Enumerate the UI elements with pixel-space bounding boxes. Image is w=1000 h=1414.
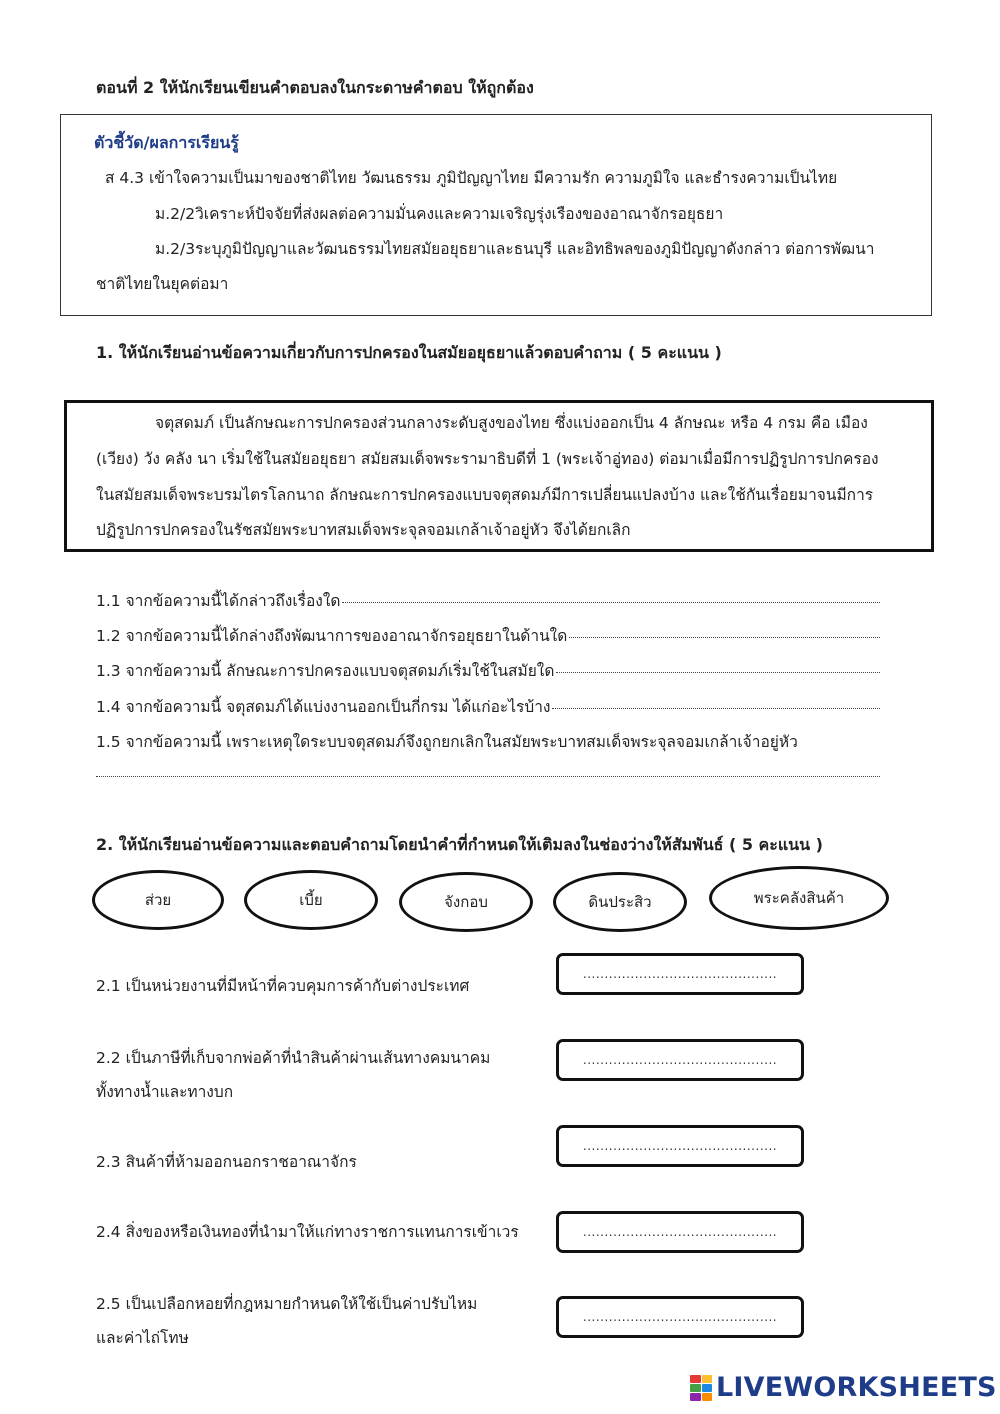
question-1-5: 1.5 จากข้อความนี้ เพราะเหตุใดระบบจตุสดมภ์จึงถูกยกเลิกในสมัยพระบาทสมเด็จพระจุลจอมเกล้าเจ้าอยู่หัว	[96, 733, 798, 751]
question-text: 1.2 จากข้อความนี้ได้กล่างถึงพัฒนาการของอาณาจักรอยุธยาในด้านใด	[96, 627, 568, 645]
section-header: ตอนที่ 2 ให้นักเรียนเขียนคำตอบลงในกระดาษคำตอบ ให้ถูกต้อง	[96, 78, 534, 97]
question-1-3	[96, 658, 880, 683]
word-label: เบี้ย	[299, 891, 323, 909]
word-label: พระคลังสินค้า	[753, 889, 845, 907]
answer-line[interactable]	[342, 601, 880, 603]
word-bank-item[interactable]	[709, 866, 889, 930]
indicator-line: ชาติไทยในยุคต่อมา	[96, 275, 229, 293]
word-bank-item[interactable]	[244, 870, 378, 930]
question-text: 2.5 เป็นเปลือกหอยที่กฎหมายกำหนดให้ใช้เป็นค่าปรับไหม	[96, 1295, 478, 1313]
answer-box[interactable]	[556, 1211, 804, 1253]
question-text: และค่าไถ่โทษ	[96, 1329, 189, 1347]
question-2-2	[96, 1041, 490, 1109]
passage-line: จตุสดมภ์ เป็นลักษณะการปกครองส่วนกลางระดับสูงของไทย ซึ่งแบ่งออกเป็น 4 ลักษณะ หรือ 4 กรม คือ เมือง	[155, 414, 868, 432]
question-2-3	[96, 1145, 357, 1179]
word-bank-item[interactable]	[553, 872, 687, 932]
indicator-line: ม.2/3ระบุภูมิปัญญาและวัฒนธรรมไทยสมัยอยุธยาและธนบุรี และอิทธิพลของภูมิปัญญาดังกล่าว ต่อการพัฒนา	[155, 240, 875, 258]
question-1-2	[96, 623, 880, 648]
answer-line[interactable]	[569, 636, 880, 638]
question-text: 2.3 สินค้าที่ห้ามออกนอกราชอาณาจักร	[96, 1153, 357, 1171]
word-label: ดินประสิว	[588, 893, 652, 911]
question-text: 1.1 จากข้อความนี้ได้กล่าวถึงเรื่องใด	[96, 592, 341, 610]
question-2-1	[96, 969, 469, 1003]
answer-placeholder: .............................................	[582, 1053, 778, 1067]
liveworksheets-logo[interactable]	[690, 1372, 997, 1403]
word-bank-item[interactable]	[92, 870, 224, 930]
answer-placeholder: .............................................	[582, 1139, 778, 1153]
indicator-title: ตัวชี้วัด/ผลการเรียนรู้	[94, 133, 239, 152]
word-label: จังกอบ	[444, 893, 488, 911]
section1-title: 1. ให้นักเรียนอ่านข้อความเกี่ยวกับการปกครองในสมัยอยุธยาแล้วตอบคำถาม ( 5 คะแนน )	[96, 343, 722, 362]
question-1-1	[96, 588, 880, 613]
question-2-4	[96, 1215, 519, 1249]
answer-box[interactable]	[556, 1296, 804, 1338]
passage-line: ในสมัยสมเด็จพระบรมไตรโลกนาถ ลักษณะการปกครองแบบจตุสดมภ์มีการเปลี่ยนแปลงบ้าง และใช้กันเรื่อยมาจนมีการ	[96, 486, 874, 504]
liveworksheets-logo-icon	[690, 1375, 712, 1401]
liveworksheets-brand: LIVEWORKSHEETS	[716, 1372, 997, 1403]
answer-placeholder: .............................................	[582, 967, 778, 981]
question-text: 1.4 จากข้อความนี้ จตุสดมภ์ได้แบ่งงานออกเป็นกี่กรม ได้แก่อะไรบ้าง	[96, 698, 551, 716]
word-bank-item[interactable]	[399, 872, 533, 932]
answer-box[interactable]	[556, 1039, 804, 1081]
question-text: ทั้งทางน้ำและทางบก	[96, 1083, 234, 1101]
answer-box[interactable]	[556, 1125, 804, 1167]
question-text: 2.1 เป็นหน่วยงานที่มีหน้าที่ควบคุมการค้ากับต่างประเทศ	[96, 977, 470, 995]
indicator-line: ส 4.3 เข้าใจความเป็นมาของชาติไทย วัฒนธรรม ภูมิปัญญาไทย มีความรัก ความภูมิใจ และธำรงความเป็นไทย	[105, 169, 838, 187]
question-text: 2.4 สิ่งของหรือเงินทองที่นำมาให้แก่ทางราชการแทนการเข้าเวร	[96, 1223, 519, 1241]
answer-placeholder: .............................................	[582, 1225, 778, 1239]
passage-line: ปฏิรูปการปกครองในรัชสมัยพระบาทสมเด็จพระจุลจอมเกล้าเจ้าอยู่หัว จึงได้ยกเลิก	[96, 521, 631, 539]
question-text: 1.3 จากข้อความนี้ ลักษณะการปกครองแบบจตุสดมภ์เริ่มใช้ในสมัยใด	[96, 662, 555, 680]
question-text: 2.2 เป็นภาษีที่เก็บจากพ่อค้าที่นำสินค้าผ่านเส้นทางคมนาคม	[96, 1049, 491, 1067]
word-label: ส่วย	[144, 891, 172, 909]
indicator-line: ม.2/2วิเคราะห์ปัจจัยที่ส่งผลต่อความมั่นคงและความเจริญรุ่งเรืองของอาณาจักรอยุธยา	[155, 205, 724, 223]
passage-line: (เวียง) วัง คลัง นา เริ่มใช้ในสมัยอยุธยา สมัยสมเด็จพระรามาธิบดีที่ 1 (พระเจ้าอู่ทอง) ต่อมาเมื่อมีการปฏิรูปการปกครอง	[96, 450, 879, 468]
answer-line[interactable]	[552, 707, 880, 709]
section2-title: 2. ให้นักเรียนอ่านข้อความและตอบคำถามโดยนำคำที่กำหนดให้เติมลงในช่องว่างให้สัมพันธ์ ( 5 คะแนน )	[96, 835, 823, 854]
answer-box[interactable]	[556, 953, 804, 995]
answer-line[interactable]	[556, 671, 880, 673]
answer-placeholder: .............................................	[582, 1310, 778, 1324]
answer-line[interactable]	[96, 776, 880, 777]
question-2-5	[96, 1287, 477, 1355]
question-1-4	[96, 694, 880, 719]
